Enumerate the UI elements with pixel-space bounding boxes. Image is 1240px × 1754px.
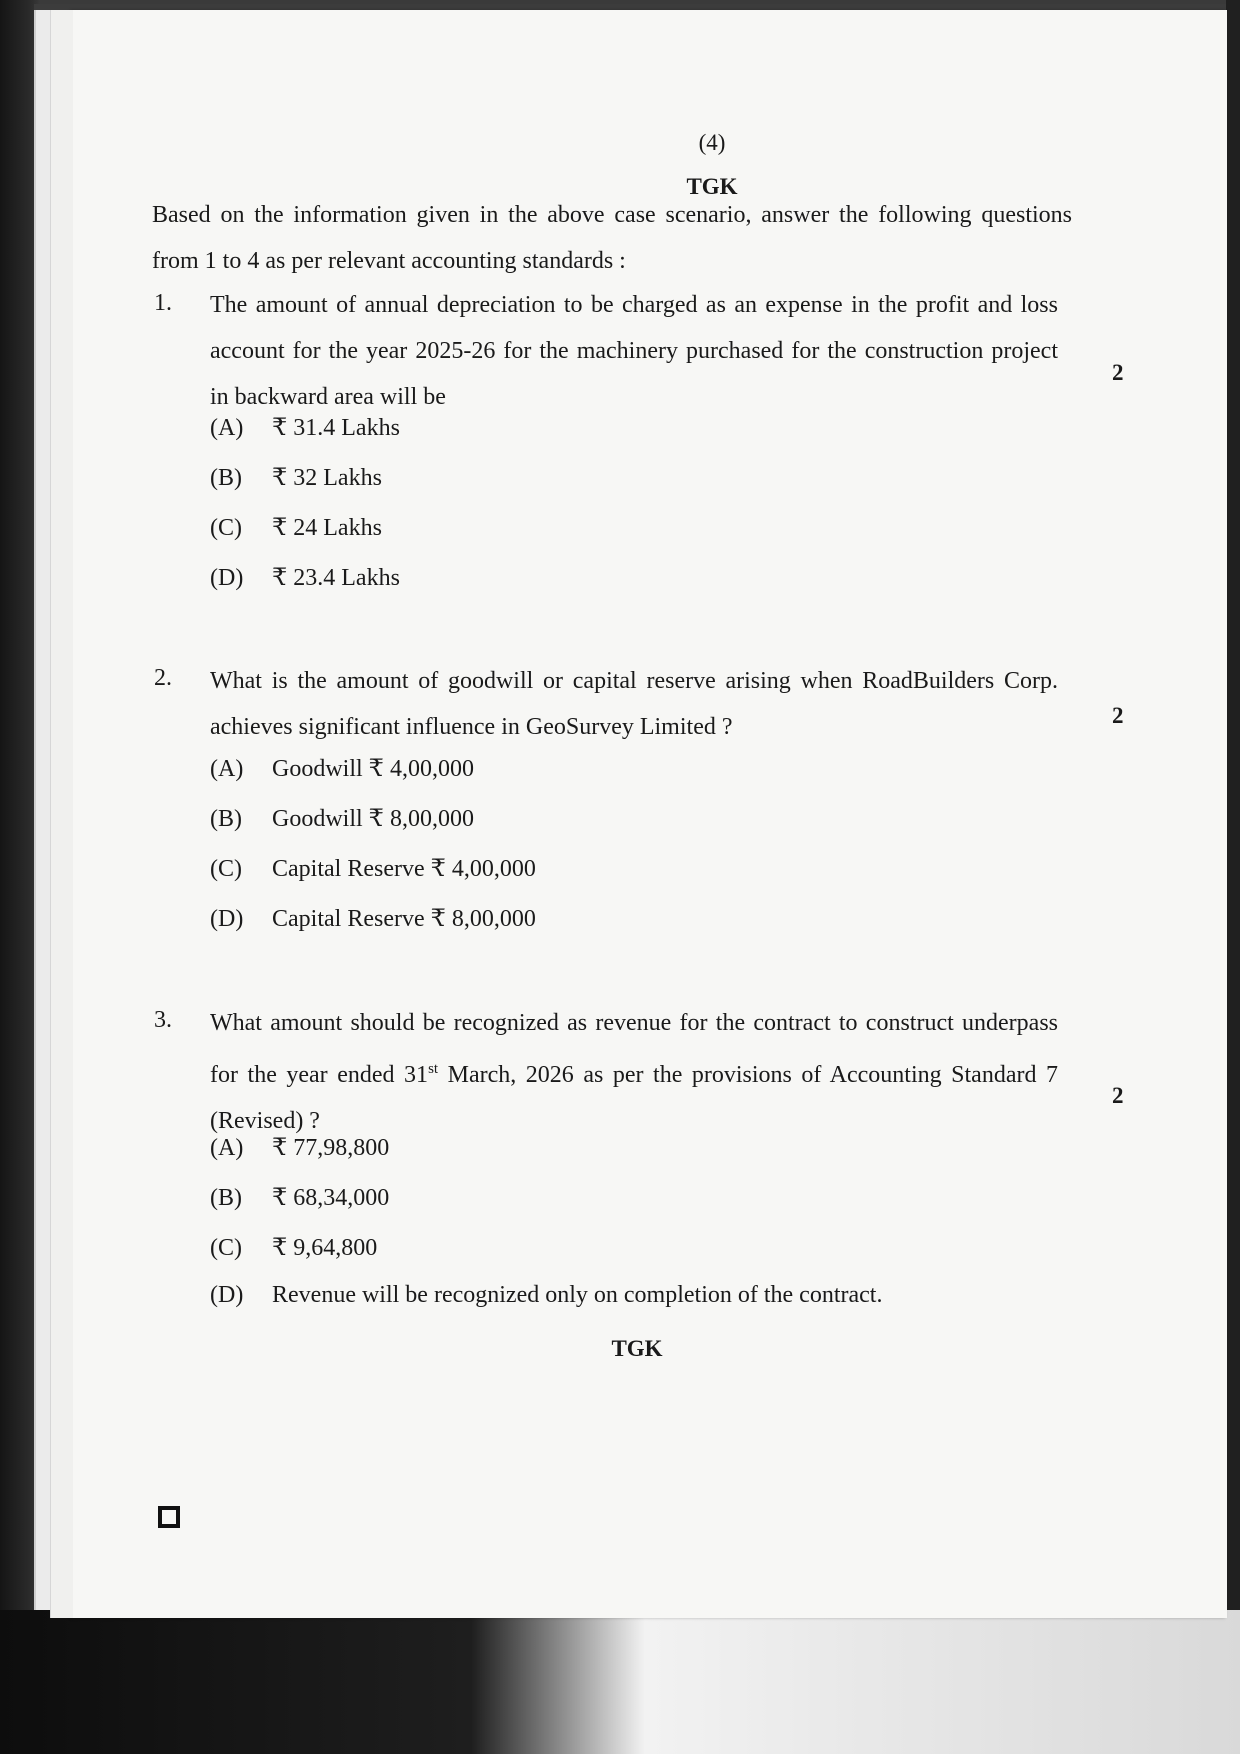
option-text: Goodwill ₹ 4,00,000 [272, 756, 474, 782]
option-label: (B) [210, 806, 242, 832]
option [210, 904, 536, 933]
option-label: (A) [210, 1135, 244, 1161]
superscript: st [428, 1061, 439, 1077]
question-marks: 2 [1112, 1083, 1124, 1108]
option-text: ₹ 24 Lakhs [272, 515, 382, 541]
scan-right-edge [1226, 0, 1240, 1754]
option-label: (C) [210, 515, 242, 541]
option-label: (C) [210, 1235, 242, 1261]
page-number: (4) [698, 130, 726, 155]
paper-code: TGK [686, 174, 738, 199]
option [210, 1233, 377, 1262]
option [210, 1282, 882, 1309]
scan-bottom-shadow [0, 1610, 1240, 1754]
option-label: (C) [210, 856, 242, 882]
question-text: What is the amount of goodwill or capital reserve arising when RoadBuilders Corp. achieves significant influence in GeoSurvey Limited ? [210, 668, 1058, 740]
option-text: Capital Reserve ₹ 8,00,000 [272, 906, 536, 932]
option [210, 854, 536, 883]
option-label: (D) [210, 565, 244, 591]
option [210, 463, 382, 492]
exam-page [72, 10, 1227, 1618]
option [210, 1133, 389, 1162]
question-text-part: What amount should be recognized as revenue for the contract to construct underpass for the year ended 31 [210, 1010, 1058, 1088]
option [210, 804, 474, 833]
option-text: ₹ 31.4 Lakhs [272, 415, 400, 441]
option-text: Revenue will be recognized only on completion of the contract. [272, 1282, 883, 1308]
option-label: (B) [210, 465, 242, 491]
option-text: ₹ 68,34,000 [272, 1185, 390, 1211]
instructions: Based on the information given in the above case scenario, answer the following questions from 1 to 4 as per relevant accounting standards : [152, 202, 1072, 274]
question-text [210, 1000, 1058, 1144]
option-text: ₹ 9,64,800 [272, 1235, 378, 1261]
option-text: Capital Reserve ₹ 4,00,000 [272, 856, 536, 882]
option-label: (A) [210, 756, 244, 782]
option [210, 1183, 389, 1212]
option-label: (B) [210, 1185, 242, 1211]
option [210, 513, 382, 542]
option-text: ₹ 23.4 Lakhs [272, 565, 400, 591]
question-number: 3. [154, 1007, 172, 1033]
option [210, 754, 474, 783]
question-marks: 2 [1112, 360, 1124, 385]
page-marker-icon [158, 1506, 180, 1528]
footer-code: TGK [611, 1336, 663, 1361]
question-text-part: March, 2026 as per the provisions of Accounting Standard 7 (Revised) ? [210, 1062, 1059, 1134]
option-text: Goodwill ₹ 8,00,000 [272, 806, 474, 832]
option-label: (D) [210, 1282, 244, 1308]
option [210, 413, 400, 442]
option-label: (D) [210, 906, 244, 932]
option-text: ₹ 32 Lakhs [272, 465, 382, 491]
question-number: 2. [154, 665, 172, 691]
question-text: The amount of annual depreciation to be charged as an expense in the profit and loss account for the year 2025-26 for the machinery purchased for the construction project in backward area will be [210, 292, 1058, 410]
option-text: ₹ 77,98,800 [272, 1135, 390, 1161]
option-label: (A) [210, 415, 244, 441]
question-marks: 2 [1112, 703, 1124, 728]
question-number: 1. [154, 290, 172, 316]
option [210, 563, 400, 592]
